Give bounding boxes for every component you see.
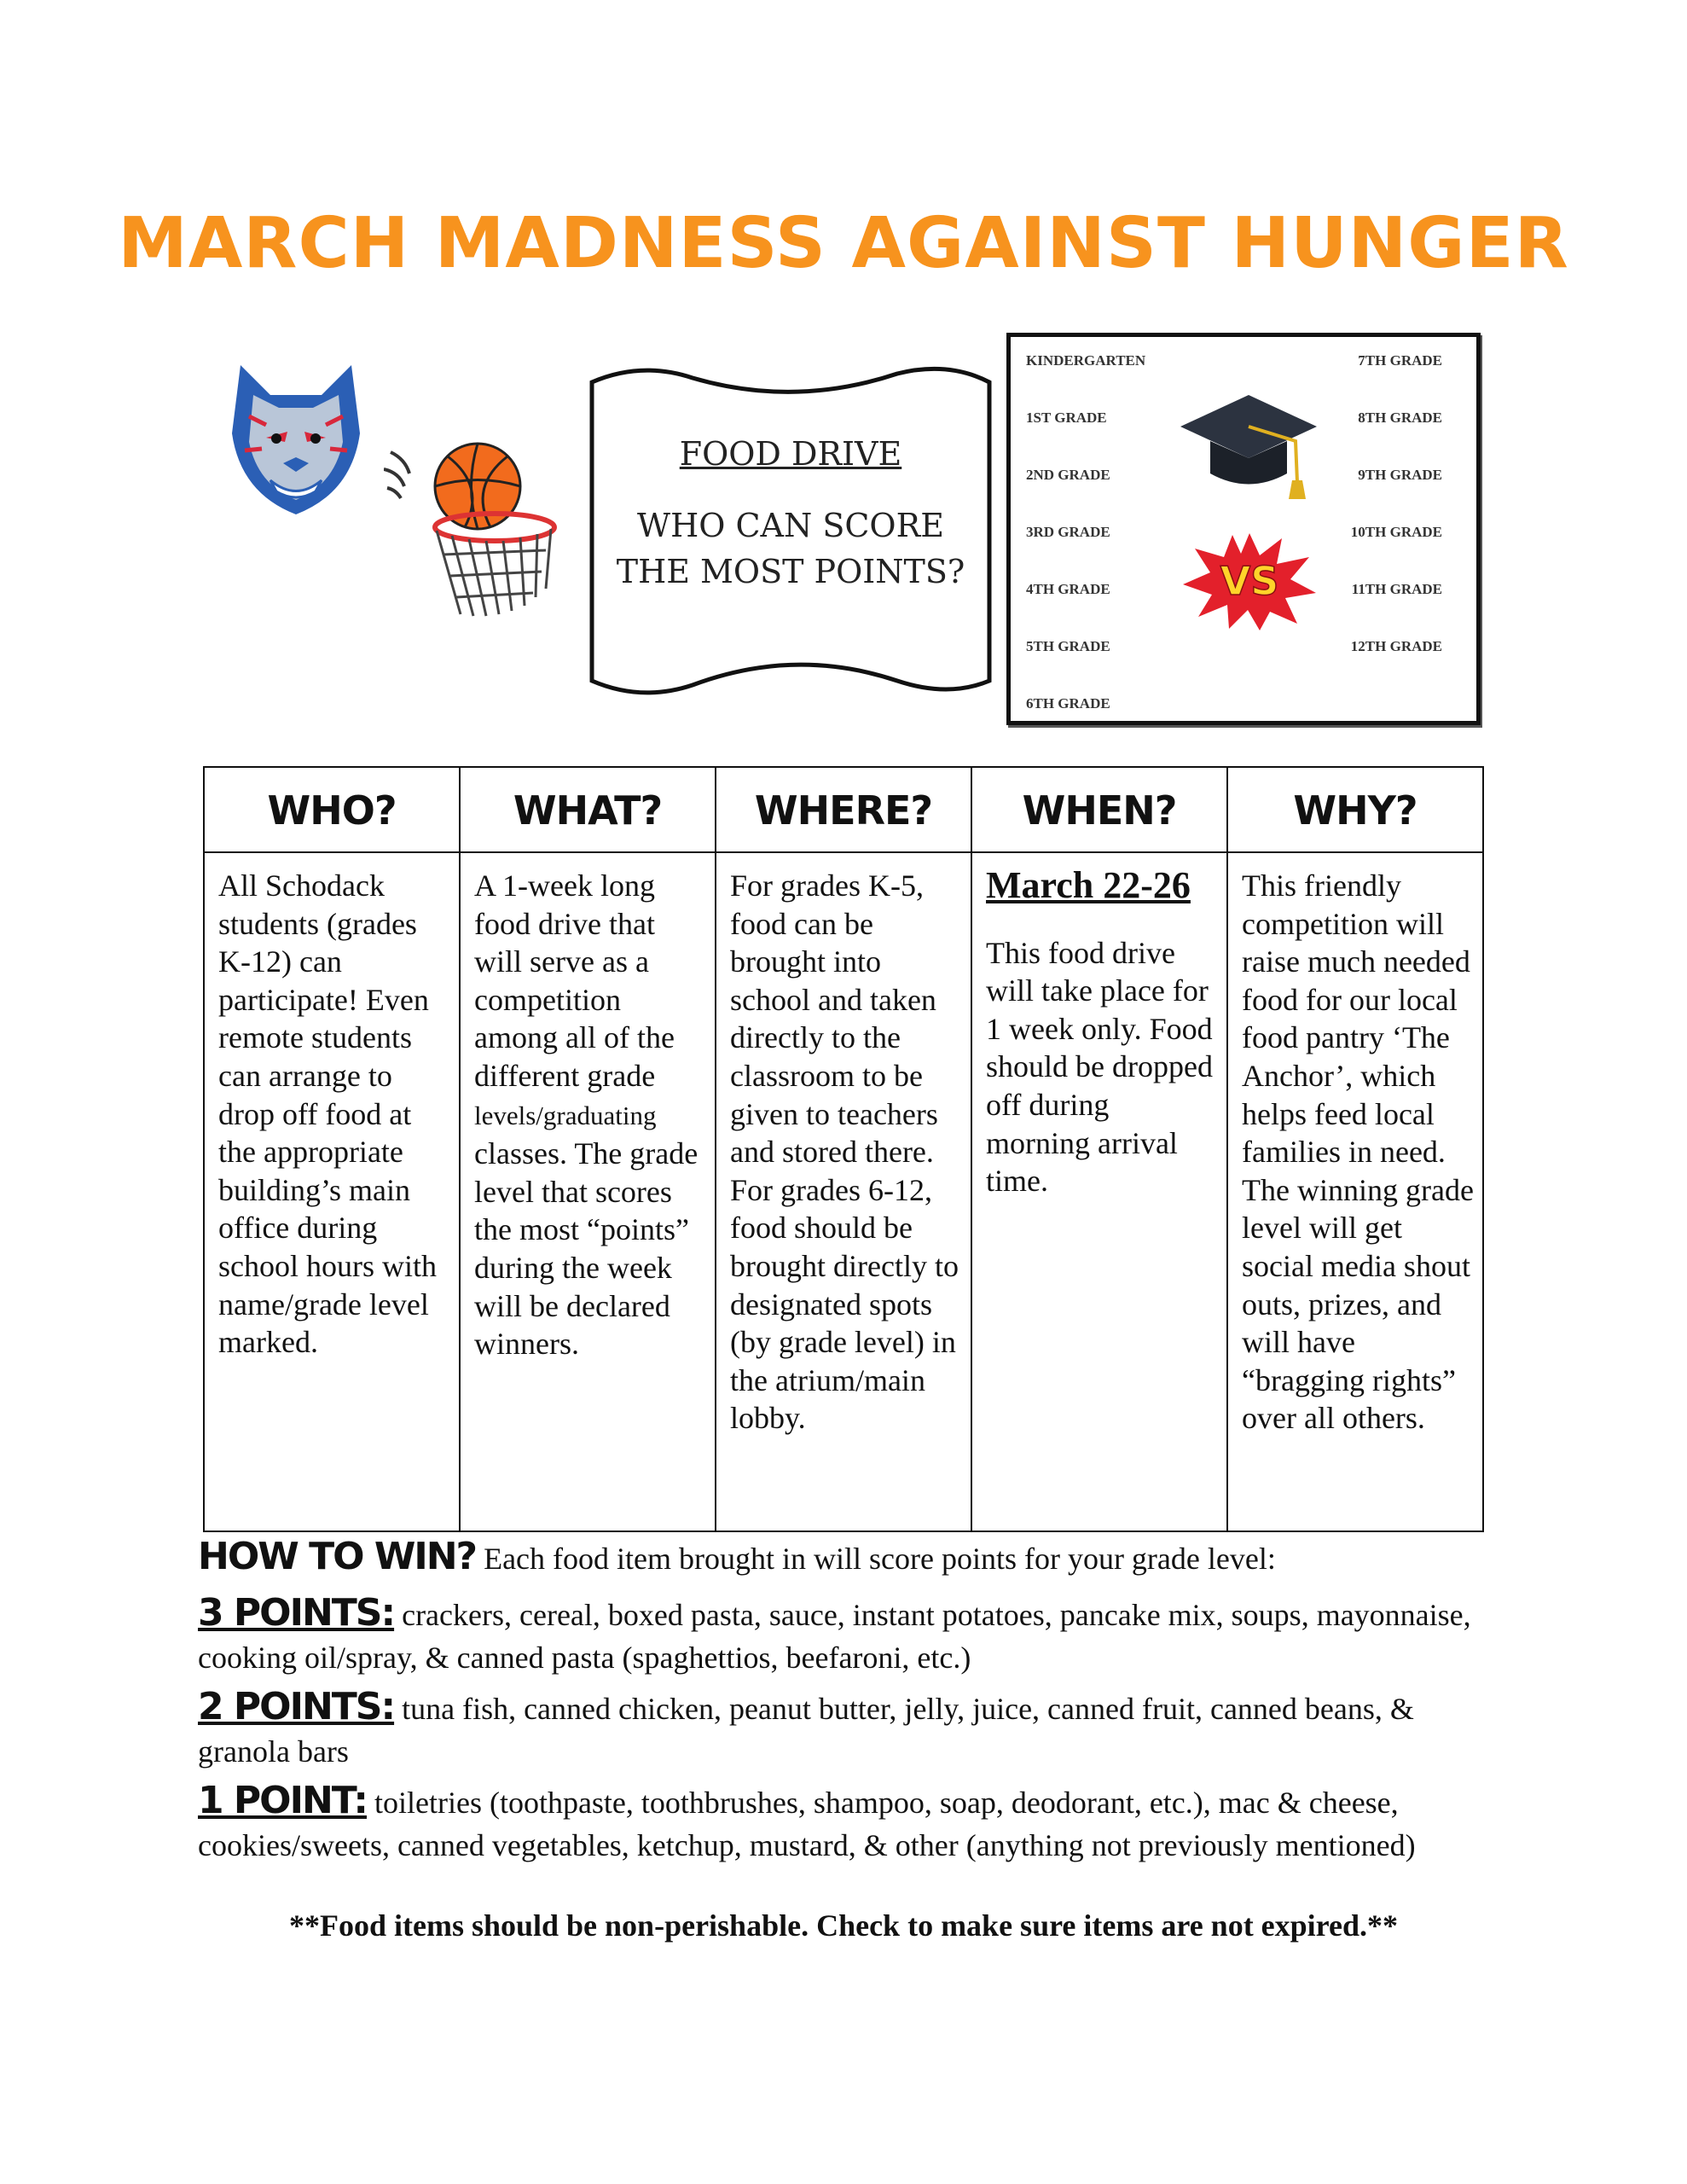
grade-label: 11TH GRADE: [1351, 581, 1442, 597]
banner-line-2: THE MOST POINTS?: [616, 553, 965, 590]
grade-label: 6TH GRADE: [1026, 695, 1110, 712]
points-2-items: tuna fish, canned chicken, peanut butter, jelly, juice, canned fruit, canned beans, & granola bars: [198, 1692, 1414, 1769]
points-3: [198, 1592, 1511, 1679]
table-header-when: WHEN?: [972, 768, 1226, 853]
how-to-win: [198, 1536, 1511, 1580]
grade-label: 3RD GRADE: [1026, 524, 1110, 540]
table-column-where: [716, 768, 972, 1531]
points-1-items: toiletries (toothpaste, toothbrushes, shampoo, soap, deodorant, etc.), mac & cheese, cookies/sweets, canned vegetables, ketchup, mustard, & other (anything not previously mentioned): [198, 1786, 1416, 1862]
grade-label: 5TH GRADE: [1026, 638, 1110, 654]
vs-text: VS: [1220, 558, 1279, 604]
grade-label: 12TH GRADE: [1350, 638, 1442, 654]
info-table: [203, 766, 1484, 1532]
table-header-why: WHY?: [1228, 768, 1482, 853]
table-column-what: [461, 768, 716, 1531]
grade-label: 10TH GRADE: [1350, 524, 1442, 540]
grade-label: 4TH GRADE: [1026, 581, 1110, 597]
grade-label: 8TH GRADE: [1358, 410, 1442, 426]
table-cell-where: For grades K-5, food can be brought into school and taken directly to the classroom to be given to teachers and stored there. For grades 6-12, food should be brought directly to designated spots (by grade level) in the atrium/main lobby.: [730, 868, 959, 1436]
when-text: This food drive will take place for 1 week only. Food should be dropped off during morning arrival time.: [986, 935, 1213, 1199]
table-cell-who: All Schodack students (grades K-12) can participate! Even remote students can arrange to drop off food at the appropriate building’s main office during school hours with name/grade level marked.: [218, 868, 437, 1360]
points-3-label: 3 POINTS:: [198, 1591, 395, 1635]
when-date: March 22-26: [986, 864, 1191, 906]
vs-burst-icon: [1181, 531, 1318, 632]
page-title: MARCH MADNESS AGAINST HUNGER: [118, 203, 1569, 284]
points-1: [198, 1780, 1511, 1867]
table-column-who: [205, 768, 461, 1531]
table-header-where: WHERE?: [716, 768, 971, 853]
wildcat-mascot-icon: [223, 357, 368, 519]
basketball-hoop-icon: [384, 435, 580, 623]
banner-line-1: WHO CAN SCORE: [637, 507, 944, 544]
table-column-when: [972, 768, 1228, 1531]
banner-heading: FOOD DRIVE: [679, 435, 902, 473]
what-text-1: A 1-week long food drive that will serve as a competition among all of the different grade: [474, 868, 675, 1093]
graduation-cap-icon: [1176, 388, 1321, 499]
table-header-what: WHAT?: [461, 768, 715, 853]
grade-label: 9TH GRADE: [1358, 467, 1442, 483]
table-header-who: WHO?: [205, 768, 459, 853]
grade-label: 7TH GRADE: [1358, 352, 1442, 369]
table-cell-what: [474, 867, 708, 1363]
grade-label: 1ST GRADE: [1026, 410, 1107, 426]
points-1-label: 1 POINT:: [198, 1779, 367, 1822]
table-column-why: [1228, 768, 1482, 1531]
grades-matchup-box: [1006, 333, 1481, 725]
grade-label: 2ND GRADE: [1026, 467, 1110, 483]
grade-label: KINDERGARTEN: [1026, 352, 1146, 369]
table-cell-why: This friendly competition will raise much needed food for our local food pantry ‘The Anchor’, which helps feed local families in need. The winning grade level will get social media shout outs, prizes, and will have “bragging rights” over all others.: [1242, 868, 1474, 1436]
what-text-2: levels/graduating: [474, 1100, 657, 1130]
how-to-win-text: Each food item brought in will score points for your grade level:: [476, 1542, 1276, 1576]
points-3-items: crackers, cereal, boxed pasta, sauce, instant potatoes, pancake mix, soups, mayonnaise, cooking oil/spray, & canned pasta (spaghettios, beefaroni, etc.): [198, 1598, 1471, 1675]
non-perishable-note: **Food items should be non-perishable. Check to make sure items are not expired.**: [288, 1908, 1399, 1943]
table-cell-when: [986, 864, 1220, 1200]
points-2-label: 2 POINTS:: [198, 1685, 395, 1728]
what-text-3: classes. The grade level that scores the most “points” during the week will be declared winners.: [474, 1136, 699, 1362]
how-to-win-label: HOW TO WIN?: [198, 1535, 477, 1578]
points-2: [198, 1686, 1511, 1773]
